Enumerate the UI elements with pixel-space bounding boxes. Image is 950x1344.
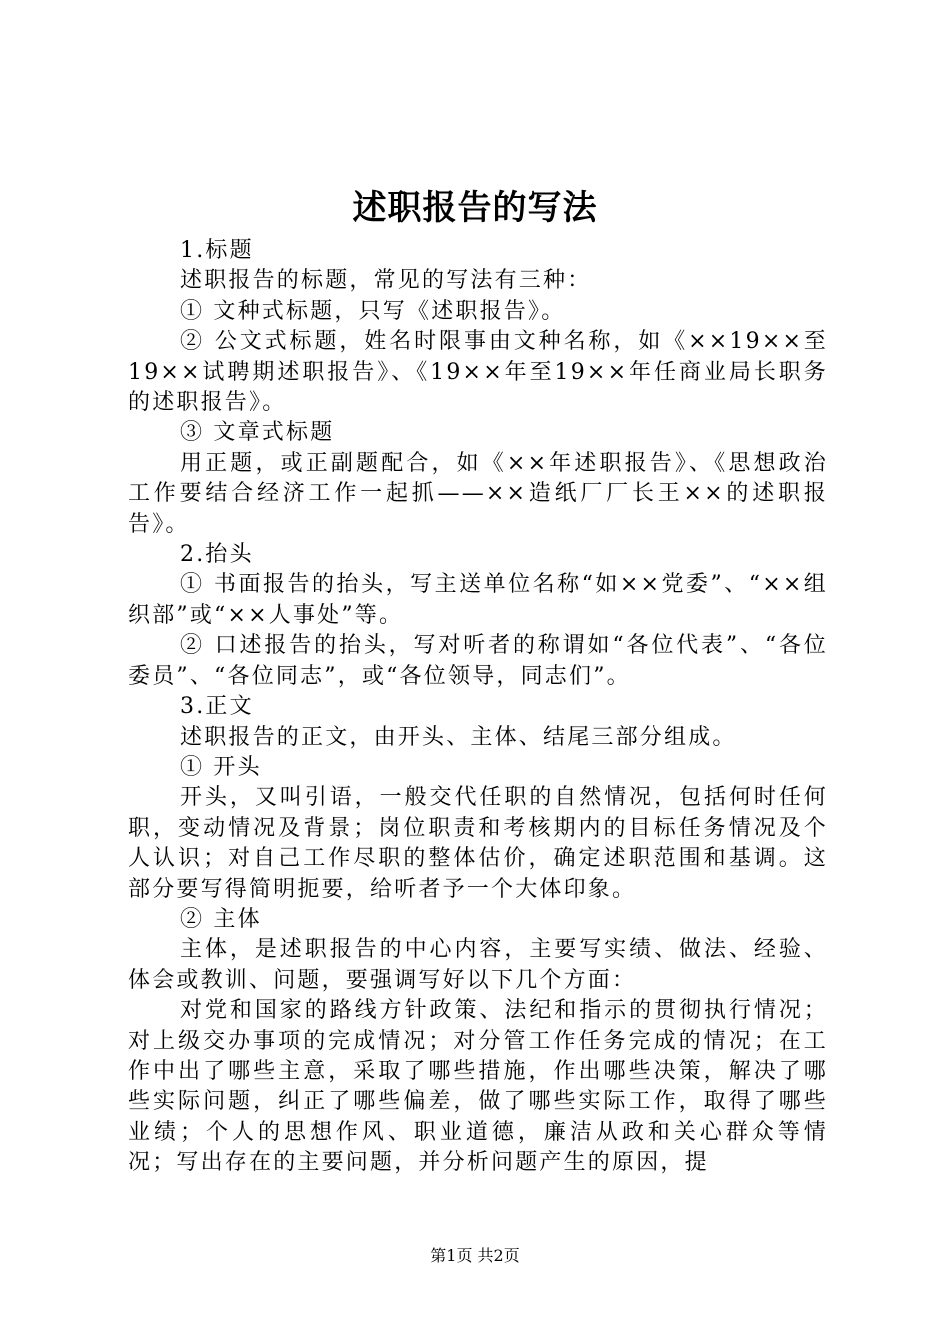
paragraph: 述职报告的标题，常见的写法有三种： [180, 268, 592, 294]
paragraph: ① 书面报告的抬头，写主送单位名称“如××党委”、“××组织部”或“××人事处”等。 [128, 572, 828, 628]
paragraph: ② 主体 [180, 906, 262, 932]
paragraph: 用正题，或正副题配合，如《××年述职报告》、《思想政治工作要结合经济工作一起抓——××造纸厂厂长王××的述职报告》。 [128, 450, 828, 537]
paragraph: 对党和国家的路线方针政策、法纪和指示的贯彻执行情况；对上级交办事项的完成情况；对分管工作任务完成的情况；在工作中出了哪些主意，采取了哪些措施，作出哪些决策，解决了哪些实际问题，纠正了哪些偏差，做了哪些实际工作，取得了哪些业绩；个人的思想作风、职业道德，廉洁从政和关心群众等情况；写出存在的主要问题，并分析问题产生的原因，提 [128, 998, 828, 1176]
paragraph: ① 开头 [180, 754, 262, 780]
page-number-footer: 第1页 共2页 [430, 1246, 520, 1265]
paragraph-heading-title: 1.标题 [180, 238, 254, 263]
paragraph: ③ 文章式标题 [180, 420, 335, 446]
paragraph-heading-body: 3.正文 [180, 694, 254, 720]
paragraph: 述职报告的正文，由开头、主体、结尾三部分组成。 [180, 724, 737, 750]
paragraph: ② 口述报告的抬头，写对听者的称谓如“各位代表”、“各位委员”、“各位同志”，或“各位领导，同志们”。 [128, 633, 828, 689]
paragraph: 主体，是述职报告的中心内容，主要写实绩、做法、经验、体会或教训、问题，要强调写好以下几个方面： [128, 937, 828, 993]
document-title: 述职报告的写法 [352, 188, 598, 228]
paragraph-heading-header: 2.抬头 [180, 542, 254, 568]
document-body [128, 236, 828, 1179]
paragraph: ① 文种式标题，只写《述职报告》。 [180, 298, 566, 324]
paragraph: ② 公文式标题，姓名时限事由文种名称，如《××19××至19××试聘期述职报告》、《19××年至19××年任商业局长职务的述职报告》。 [128, 329, 828, 416]
paragraph: 开头，又叫引语，一般交代任职的自然情况，包括何时任何职，变动情况及背景；岗位职责和考核期内的目标任务情况及个人认识；对自己工作尽职的整体估价，确定述职范围和基调。这部分要写得简明扼要，给听者予一个大体印象。 [128, 785, 828, 902]
